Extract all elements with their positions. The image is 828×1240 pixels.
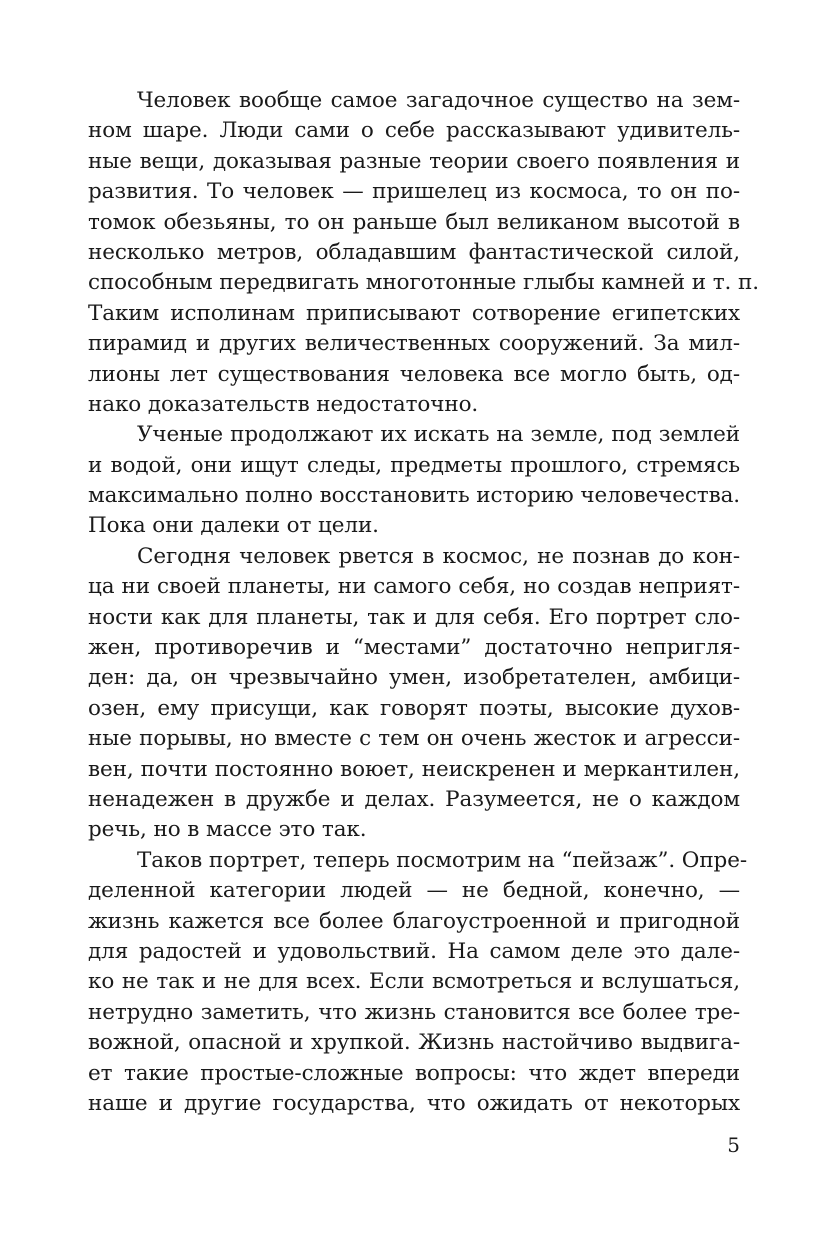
text-line: максимально полно восстановить историю человечества. [88,483,741,509]
text-line: вен, почти постоянно воюет, неискренен и меркантилен, [88,756,740,782]
text-line: вожной, опасной и хрупкой. Жизнь настойчиво выдвига- [88,1030,740,1056]
text-line: для радостей и удовольствий. На самом деле это дале- [88,938,740,964]
text-line: ден: да, он чрезвычайно умен, изобретателен, амбици- [88,665,740,691]
text-line: Таким исполинам приписывают сотворение египетских [88,300,740,326]
text-line: Человек вообще самое загадочное существо на зем- [137,88,740,113]
text-line: нако доказательств недостаточно. [88,391,479,417]
text-line: развития. То человек — пришелец из космоса, то он по- [88,179,740,205]
text-line: способным передвигать многотонные глыбы камней и т. п. [88,270,759,296]
text-line: ные порывы, но вместе с тем он очень жесток и агресси- [88,726,740,752]
text-line: ненадежен в дружбе и делах. Разумеется, не о каждом [88,786,740,812]
text-line: деленной категории людей — не бедной, конечно, — [88,878,740,904]
body-text [88,86,759,1119]
text-line: ные вещи, доказывая разные теории своего появления и [88,148,740,174]
page-number: 5 [727,1133,740,1157]
text-line: ет такие простые-сложные вопросы: что ждет впереди [88,1060,740,1086]
text-line: Таков портрет, теперь посмотрим на “пейзаж”. Опре- [137,847,748,873]
text-line: Ученые продолжают их искать на земле, под землей [137,422,740,448]
text-line: Сегодня человек рвется в космос, не познав до кон- [137,543,740,569]
text-line: жен, противоречив и “местами” достаточно непригля- [88,635,740,661]
text-line: нетрудно заметить, что жизнь становится все более тре- [88,999,740,1025]
text-line: ном шаре. Люди сами о себе рассказывают удивитель- [88,118,740,144]
text-line: несколько метров, обладавшим фантастической силой, [88,239,740,265]
text-line: речь, но в массе это так. [88,817,367,843]
text-line: ности как для планеты, так и для себя. Его портрет сло- [88,604,740,630]
text-line: ко не так и не для всех. Если всмотреться и вслушаться, [88,969,740,995]
text-line: Пока они далеки от цели. [88,513,379,539]
text-line: и водой, они ищут следы, предметы прошлого, стремясь [88,452,740,478]
text-line: наше и другие государства, что ожидать от некоторых [88,1090,740,1116]
text-line: озен, ему присущи, как говорят поэты, высокие духов- [88,695,740,721]
text-line: жизнь кажется все более благоустроенной и пригодной [88,908,740,934]
text-line: томок обезьяны, то он раньше был великаном высотой в [88,209,740,235]
text-line: лионы лет существования человека все могло быть, од- [88,361,740,387]
text-line: ца ни своей планеты, ни самого себя, но создав неприят- [88,574,740,600]
text-line: пирамид и других величественных сооружений. За мил- [88,331,740,357]
